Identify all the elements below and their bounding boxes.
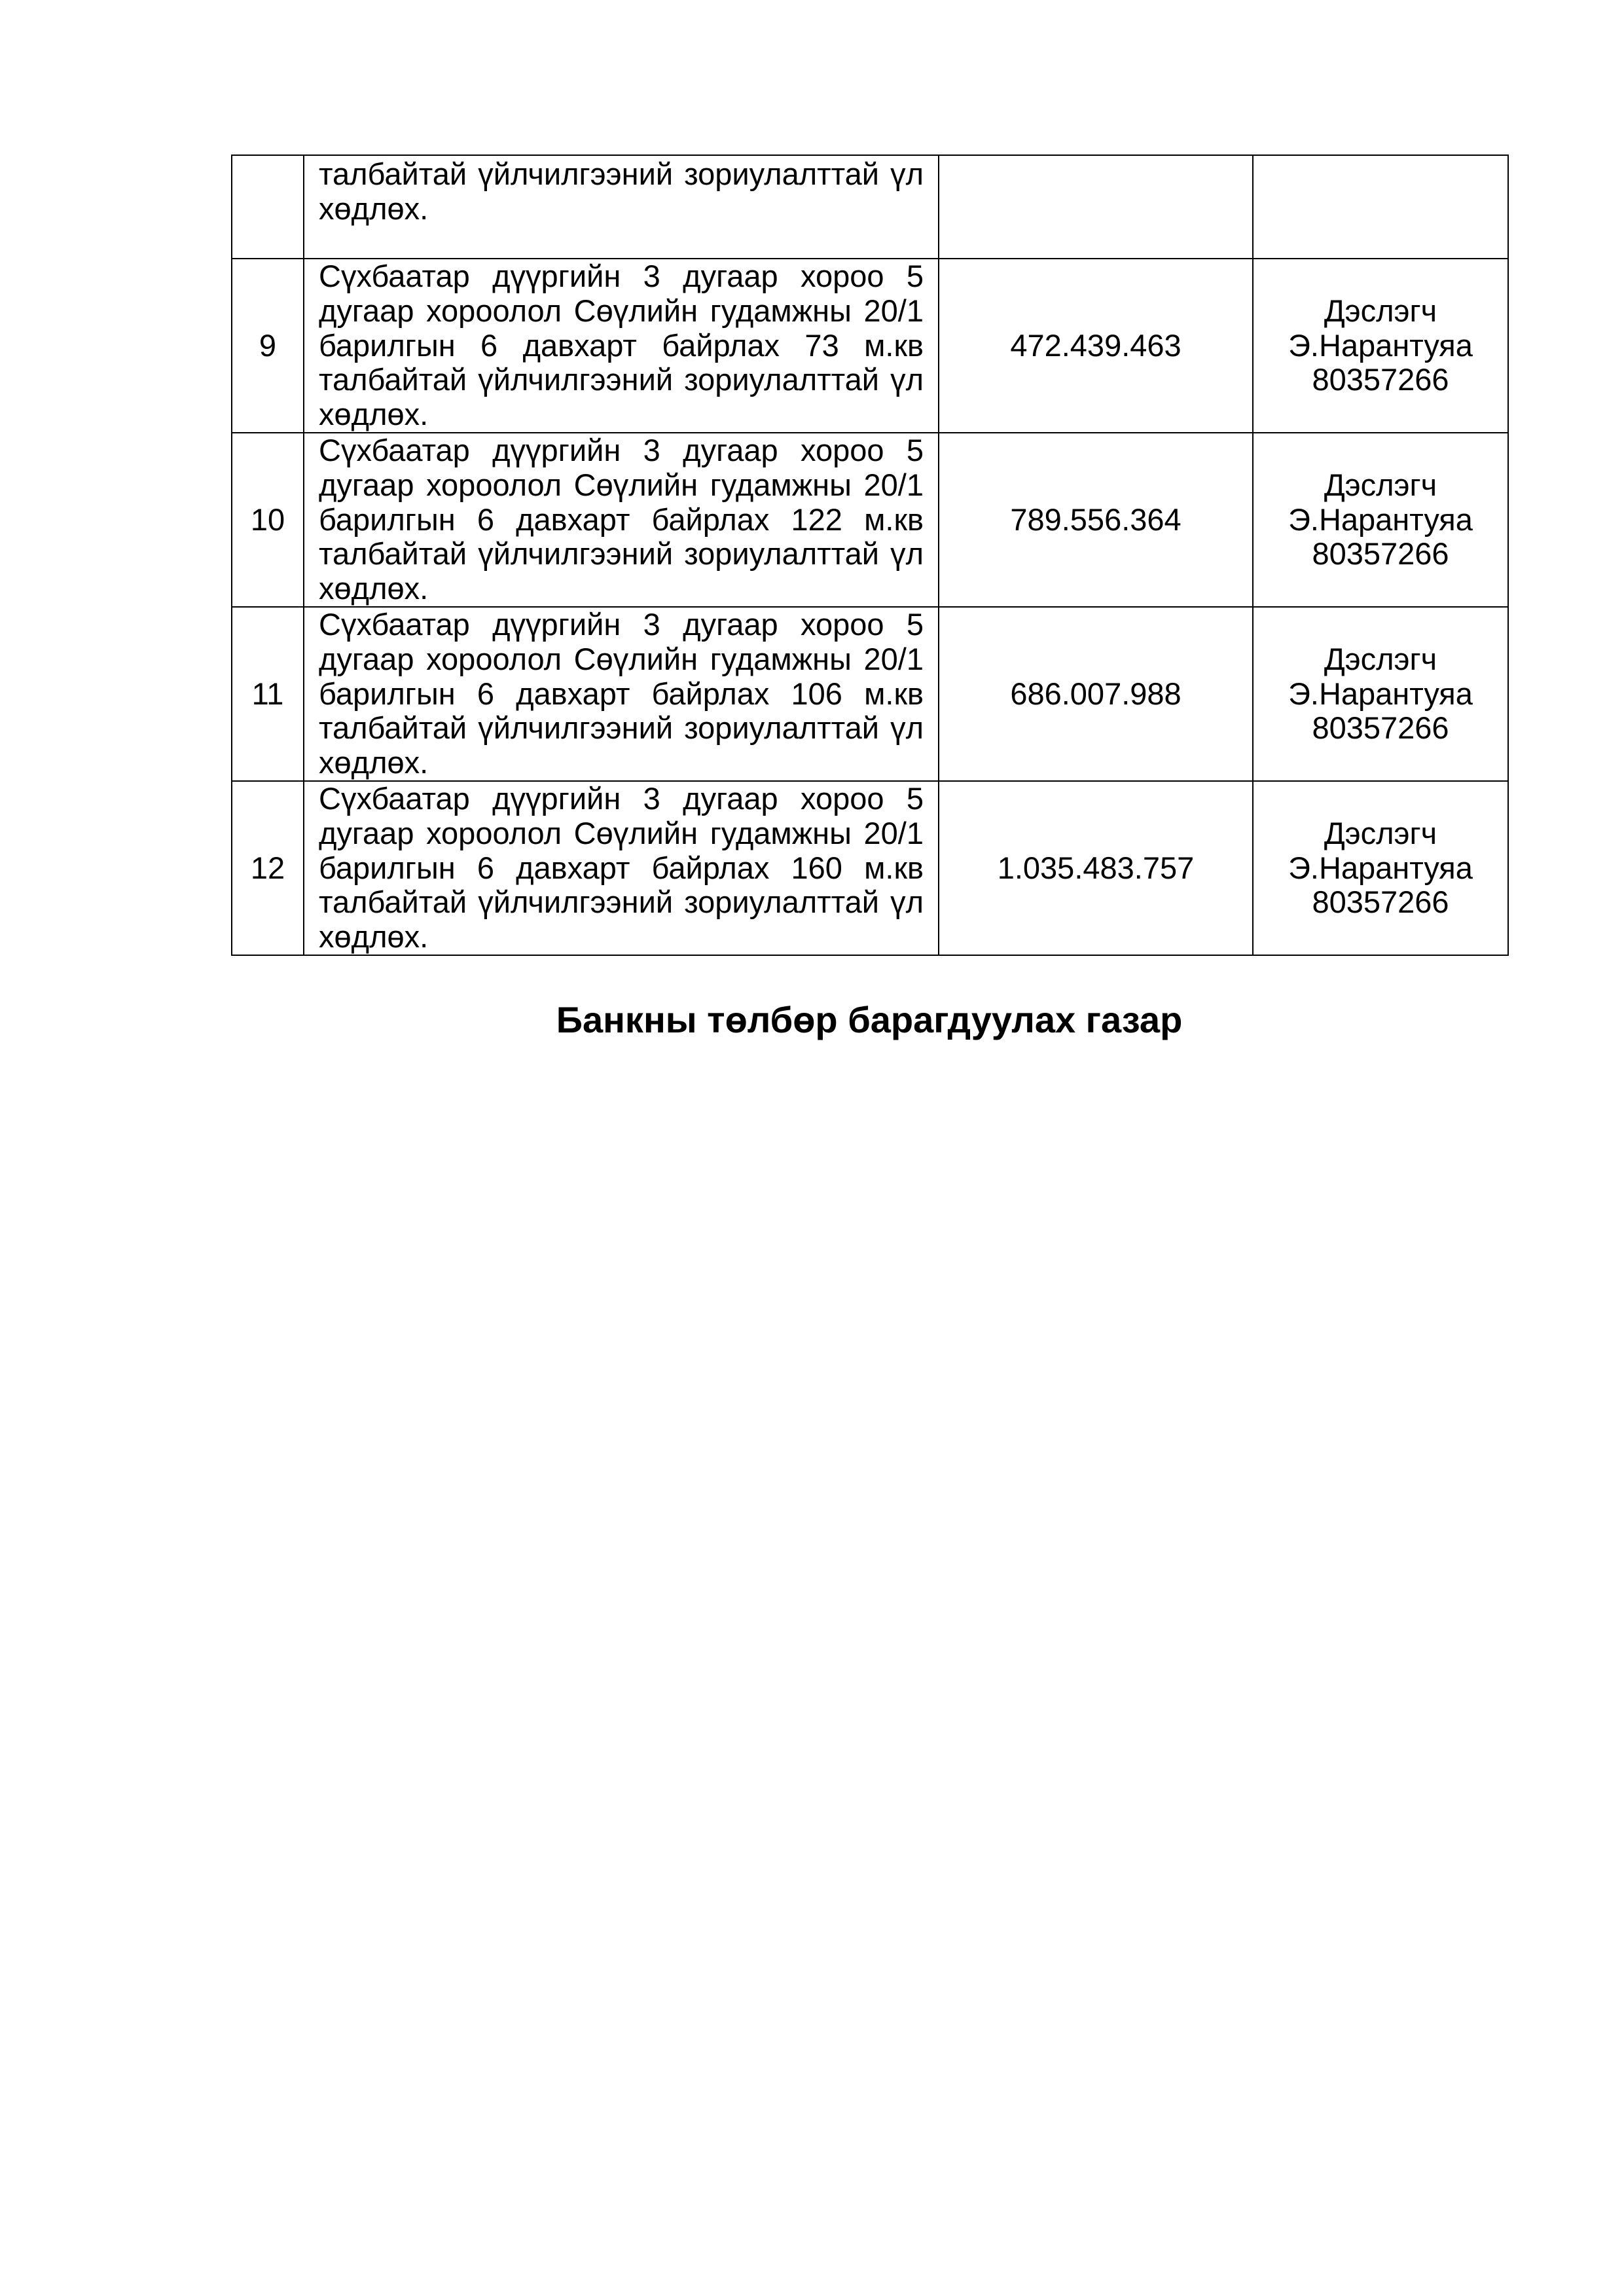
contact-name: Э.Нарантуяа xyxy=(1288,327,1473,363)
row-price: 686.007.988 xyxy=(939,607,1253,781)
contact-role: Дэслэгч xyxy=(1324,815,1437,850)
contact-name: Э.Нарантуяа xyxy=(1288,501,1473,537)
table-row xyxy=(232,259,1508,433)
contact-phone: 80357266 xyxy=(1312,710,1449,746)
property-table xyxy=(231,155,1509,956)
contact-phone: 80357266 xyxy=(1312,884,1449,920)
contact-role: Дэслэгч xyxy=(1324,467,1437,502)
section-heading: Банкны төлбөр барагдуулах газар xyxy=(556,999,1183,1040)
row-price: 472.439.463 xyxy=(939,259,1253,433)
table-row xyxy=(232,781,1508,955)
row-price: 1.035.483.757 xyxy=(939,781,1253,955)
row-contact xyxy=(1253,259,1508,433)
table-row-continuation xyxy=(232,155,1508,259)
table-row xyxy=(232,433,1508,607)
row-description: Сүхбаатар дүүргийн 3 дугаар хороо 5 дугаар хороолол Сөүлийн гудамжны 20/1 барилгын 6 давхарт байрлах 73 м.кв талбайтай үйлчилгээний зориулалттай үл хөдлөх. xyxy=(304,259,939,433)
row-number-cell xyxy=(232,155,304,259)
contact-phone: 80357266 xyxy=(1312,362,1449,397)
row-description: Сүхбаатар дүүргийн 3 дугаар хороо 5 дугаар хороолол Сөүлийн гудамжны 20/1 барилгын 6 давхарт байрлах 160 м.кв талбайтай үйлчилгээний зориулалттай үл хөдлөх. xyxy=(304,781,939,955)
contact-role: Дэслэгч xyxy=(1324,293,1437,328)
contact-phone: 80357266 xyxy=(1312,536,1449,572)
row-contact xyxy=(1253,607,1508,781)
row-description: талбайтай үйлчилгээний зориулалттай үл хөдлөх. xyxy=(304,155,939,259)
row-description: Сүхбаатар дүүргийн 3 дугаар хороо 5 дугаар хороолол Сөүлийн гудамжны 20/1 барилгын 6 давхарт байрлах 106 м.кв талбайтай үйлчилгээний зориулалттай үл хөдлөх. xyxy=(304,607,939,781)
row-number: 10 xyxy=(232,433,304,607)
row-contact xyxy=(1253,781,1508,955)
row-contact xyxy=(1253,433,1508,607)
row-description: Сүхбаатар дүүргийн 3 дугаар хороо 5 дугаар хороолол Сөүлийн гудамжны 20/1 барилгын 6 давхарт байрлах 122 м.кв талбайтай үйлчилгээний зориулалттай үл хөдлөх. xyxy=(304,433,939,607)
contact-name: Э.Нарантуяа xyxy=(1288,676,1473,711)
contact-name: Э.Нарантуяа xyxy=(1288,850,1473,885)
row-contact-cell xyxy=(1253,155,1508,259)
contact-role: Дэслэгч xyxy=(1324,641,1437,676)
row-price-cell xyxy=(939,155,1253,259)
row-number: 9 xyxy=(232,259,304,433)
table-row xyxy=(232,607,1508,781)
row-number: 11 xyxy=(232,607,304,781)
row-number: 12 xyxy=(232,781,304,955)
row-price: 789.556.364 xyxy=(939,433,1253,607)
